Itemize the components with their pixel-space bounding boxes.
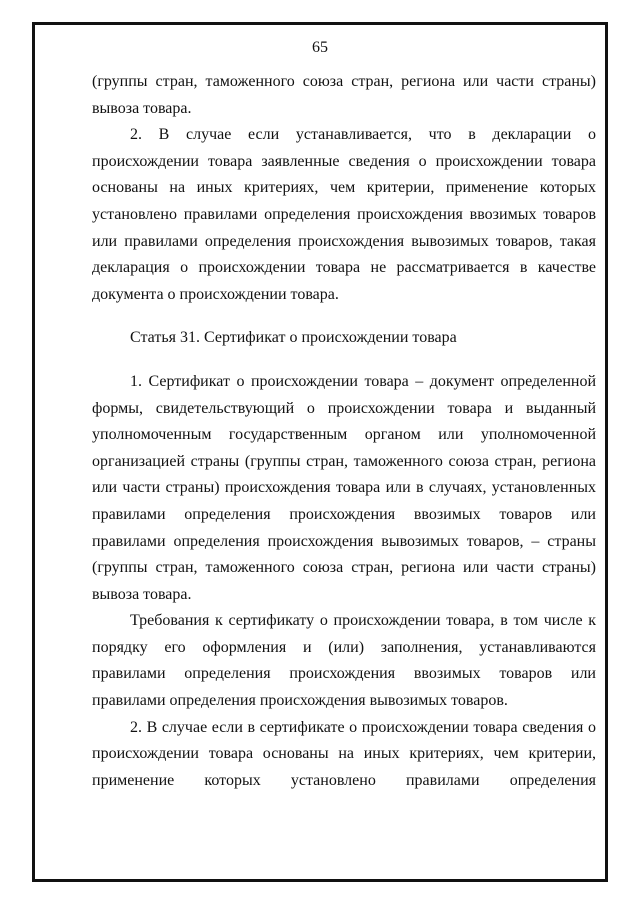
article-heading: Статья 31. Сертификат о происхождении товара <box>130 329 457 347</box>
article-31-requirements-paragraph: Требования к сертификату о происхождении товара, в том числе к порядку его оформления и (или) заполнения, устанавливаются правилами определения происхождения ввозимых товаров или правилами определения происхождения вывозимых товаров. <box>92 612 596 710</box>
paragraph-continuation: (группы стран, таможенного союза стран, региона или части страны) вывоза товара. <box>92 73 596 117</box>
document-body <box>92 69 596 794</box>
page-number: 65 <box>312 39 328 56</box>
article-31-paragraph-2: 2. В случае если в сертификате о происхождении товара сведения о происхождении товара основаны на иных критериях, чем критерии, применение которых установлено правилами определения <box>92 718 596 789</box>
paragraph-2: 2. В случае если устанавливается, что в декларации о происхождении товара заявленные сведения о происхождении товара основаны на иных критериях, чем критерии, применение которых установлено правилами определения происхождения ввозимых товаров или правилами определения происхождения вывозимых товаров, такая декларация о происхождении товара не рассматривается в качестве документа о происхождении товара. <box>92 126 596 303</box>
article-31-paragraph-1: 1. Сертификат о происхождении товара – документ определенной формы, свидетельствующий о происхождении товара и выданный уполномоченным государственным органом или уполномоченной организацией страны (группы стран, таможенного союза стран, региона или части страны) происхождения товара или в случаях, установленных правилами определения происхождения ввозимых товаров или правилами определения происхождения вывозимых товаров, – страны (группы стран, таможенного союза стран, региона или части страны) вывоза товара. <box>92 372 596 603</box>
